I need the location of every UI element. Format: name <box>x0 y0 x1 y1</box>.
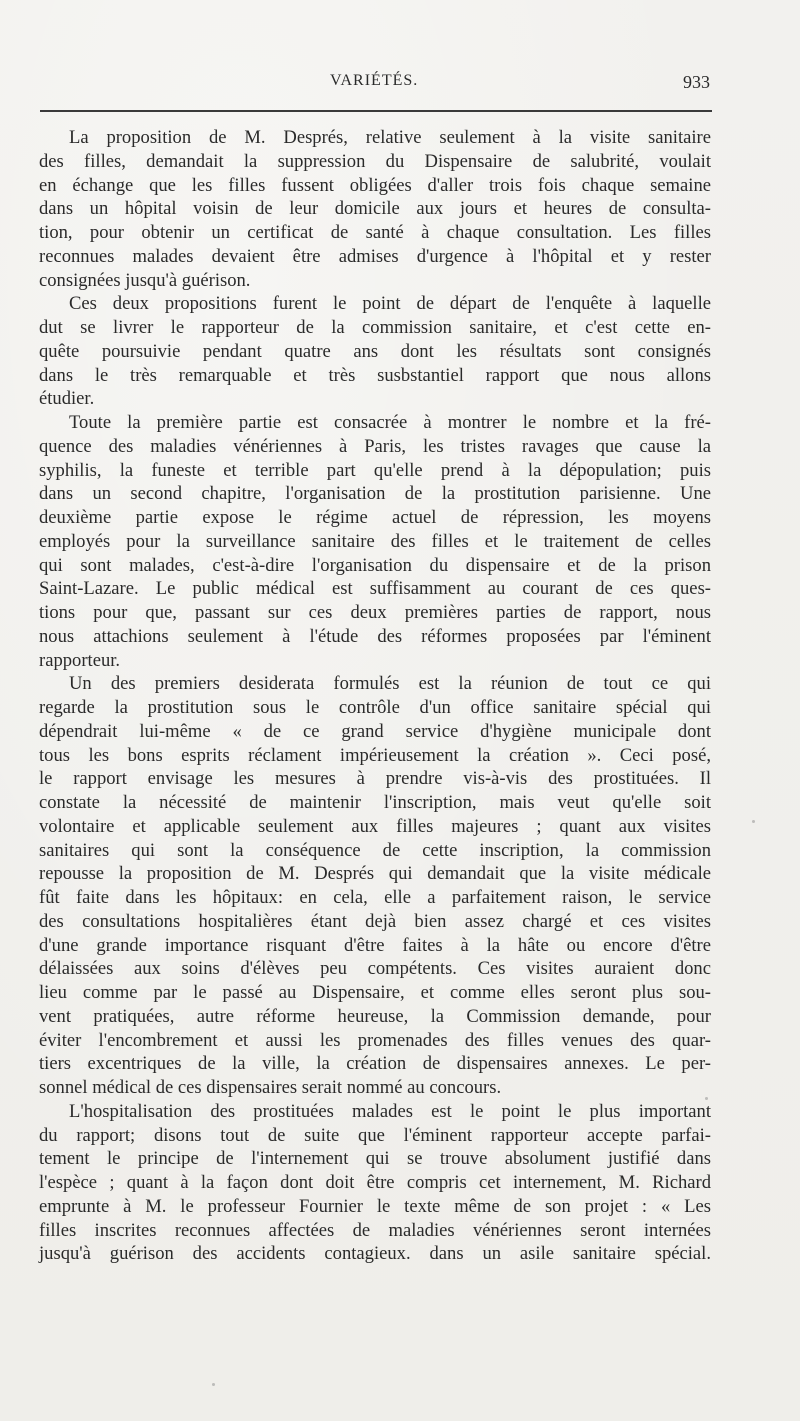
text-line: le rapport envisage les mesures à prendre vis-à-vis des prostituées. Il <box>39 768 711 790</box>
text-line: quête poursuivie pendant quatre ans dont les résultats sont consignés <box>39 340 711 362</box>
text-line: Ces deux propositions furent le point de départ de l'enquête à laquelle <box>69 293 711 315</box>
text-line: des filles, demandait la suppression du Dispensaire de salubrité, voulait <box>39 150 711 172</box>
text-line: tions pour que, passant sur ces deux premières parties de rapport, nous <box>39 602 711 623</box>
text-line: emprunte à M. le professeur Fournier le texte même de son projet : « Les <box>39 1195 711 1217</box>
text-line: L'hospitalisation des prostituées malades est le point le plus important <box>69 1100 711 1122</box>
text-line: dépendrait lui-même « de ce grand service d'hygiène municipale dont <box>39 720 711 742</box>
page-number: 933 <box>683 72 710 92</box>
text-line: quence des maladies vénériennes à Paris, les tristes ravages que cause la <box>39 435 711 457</box>
text-line: Toute la première partie est consacrée à montrer le nombre et la fré- <box>69 412 711 433</box>
text-line: d'une grande importance risquant d'être faites à la hâte ou encore d'être <box>39 934 711 956</box>
text-line: jusqu'à guérison des accidents contagieux. dans un asile sanitaire spécial. <box>39 1243 711 1265</box>
text-line: dans le très remarquable et très susbstantiel rapport que nous allons <box>39 364 711 386</box>
paper-speck <box>752 820 755 823</box>
text-line: dut se livrer le rapporteur de la commission sanitaire, et c'est cette en- <box>39 317 711 338</box>
text-line: Saint-Lazare. Le public médical est suffisamment au courant de ces ques- <box>39 578 711 600</box>
text-line: syphilis, la funeste et terrible part qu'elle prend à la dépopulation; puis <box>39 459 711 481</box>
page-header <box>40 72 710 96</box>
text-line: délaissées aux soins d'élèves peu compétents. Ces visites auraient donc <box>39 958 711 980</box>
text-line: tion, pour obtenir un certificat de santé à chaque consultation. Les filles <box>39 222 711 243</box>
text-line: des consultations hospitalières étant dejà bien assez chargé et ces visites <box>39 910 711 932</box>
text-line: tiers excentriques de la ville, la création de dispensaires annexes. Le per- <box>39 1053 711 1075</box>
text-line: du rapport; disons tout de suite que l'éminent rapporteur accepte parfai- <box>39 1124 711 1146</box>
text-line: sanitaires qui sont la conséquence de cette inscription, la commission <box>39 839 711 861</box>
text-line: tement le principe de l'internement qui se trouve absolument justifié dans <box>39 1148 711 1170</box>
text-line: regarde la prostitution sous le contrôle d'un office sanitaire spécial qui <box>39 697 711 718</box>
body-text <box>39 126 711 1266</box>
text-line: filles inscrites reconnues affectées de maladies vénériennes seront internées <box>39 1219 711 1241</box>
text-line: volontaire et applicable seulement aux filles majeures ; quant aux visites <box>39 815 711 837</box>
text-line: nous attachions seulement à l'étude des réformes proposées par l'éminent <box>39 625 711 647</box>
text-line: dans un second chapitre, l'organisation de la prostitution parisienne. Une <box>39 483 711 505</box>
text-line: constate la nécessité de maintenir l'inscription, mais veut qu'elle soit <box>39 792 711 813</box>
text-line: sonnel médical de ces dispensaires serait nommé au concours. <box>39 1077 502 1098</box>
text-line: qui sont malades, c'est-à-dire l'organisation du dispensaire et de la prison <box>39 554 711 576</box>
paper-speck <box>705 1097 708 1100</box>
paper-speck <box>212 1383 215 1386</box>
text-line: repousse la proposition de M. Després qui demandait que la visite médicale <box>39 863 711 885</box>
text-line: consignées jusqu'à guérison. <box>39 269 251 291</box>
text-line: lieu comme par le passé au Dispensaire, et comme elles seront plus sou- <box>39 982 711 1003</box>
text-line: tous les bons esprits réclament impérieusement la création ». Ceci posé, <box>39 744 711 766</box>
text-line: employés pour la surveillance sanitaire des filles et le traitement de celles <box>39 530 711 552</box>
text-line: dans un hôpital voisin de leur domicile aux jours et heures de consulta- <box>39 198 711 220</box>
text-line: en échange que les filles fussent obligées d'aller trois fois chaque semaine <box>39 174 711 196</box>
text-line: vent pratiquées, autre réforme heureuse, la Commission demande, pour <box>39 1005 711 1027</box>
text-line: rapporteur. <box>39 649 121 671</box>
running-head: VARIÉTÉS. <box>330 72 419 89</box>
text-line: éviter l'encombrement et aussi les promenades des filles venues des quar- <box>39 1029 711 1051</box>
text-line: La proposition de M. Després, relative seulement à la visite sanitaire <box>69 127 711 148</box>
text-line: l'espèce ; quant à la façon dont doit être compris cet internement, M. Richard <box>39 1172 711 1193</box>
text-line: fût faite dans les hôpitaux: en cela, elle a parfaitement raison, le service <box>39 887 711 908</box>
text-line: Un des premiers desiderata formulés est la réunion de tout ce qui <box>69 673 711 695</box>
header-rule <box>40 110 712 112</box>
text-line: reconnues malades devaient être admises d'urgence à l'hôpital et y rester <box>39 245 711 267</box>
text-line: deuxième partie expose le régime actuel de répression, les moyens <box>39 507 711 528</box>
text-line: étudier. <box>39 388 95 410</box>
